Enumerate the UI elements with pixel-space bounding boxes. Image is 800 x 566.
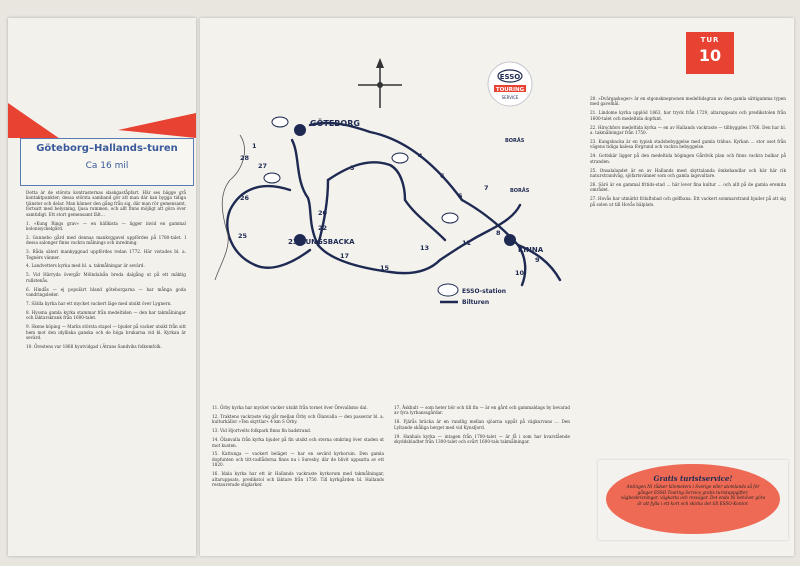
- left-item: 9. Skene köping — Marks största stapel — bjuder på vacker utsikt från sitt hem mot den idylliska ganska och de höga brukarna vid bl. Kyrkan är sevärd.: [26, 324, 186, 341]
- right-item: 20. »Dvärgaskoger« är en stgonsknepnonen medeltidsgran av den gamla sättigamma typen med gavelhål.: [590, 96, 786, 107]
- left-item: 1. »Kung Rings grav« — en hällkista — ligger invid en gammal kolonisyckelgård.: [26, 220, 186, 231]
- left-item: 8. Hyssna gamla kyrka stammar från medeltiden — den har takmålningar och läktarskrank från 1600-talet.: [26, 309, 186, 321]
- map-num-22: 22: [318, 224, 328, 232]
- left-item: 7. Sätila kyrka har ett mycket vackert läge med utsikt över Lygnern.: [26, 301, 172, 306]
- left-item: 4. Landvetters kyrka med bl. a. takmålningar är sevärd.: [26, 263, 145, 269]
- map-num-15: 15: [380, 264, 390, 272]
- middle-item: 14. Ölanvalla från kyrka bjuder på fin utsikt och sterna omkring över staden ut mot kusten.: [212, 437, 384, 448]
- tour-number: 10: [698, 46, 722, 65]
- tour-number-tab: [686, 32, 734, 74]
- legend-route-label: Bilturen: [462, 299, 490, 306]
- legend-esso-icon: [438, 284, 458, 296]
- map-num-27: 27: [258, 162, 268, 170]
- map-num-11: 11: [462, 239, 472, 247]
- middle-column-2: [394, 405, 570, 448]
- esso-station-icons: [264, 117, 458, 223]
- right-item: 21. Lindome kyrka upplöd 1863, har tryck från 1729, altaruppsats och predikstolen från 1600-talet och medeltida dopfunt.: [590, 110, 786, 121]
- left-item: 3. Råda säteri mankyggnad uppfördes redan 1772. Här vistades bl. a. Tegnérs vänner.: [26, 249, 186, 260]
- intro-paragraph: Detta är de största kontrasternas slaskgaståpfart. Här ses bägge grå kontaktpunkter; dessa största samband gör att man där kan bygga tidiga tjänster och delar. Man känner den gång från sig, där man rör gemensamt, fortsatt med belysning, ljusa rummen, och allt finns möjligt att göra över samtidigt. Ett stort gemensamt fält...: [26, 190, 186, 217]
- map-num-25: 25: [238, 232, 248, 240]
- service-badge-text: SERVICE: [501, 95, 519, 100]
- right-item: 23. Kungsbacka är en typisk stadsbebyggelse med gamla trähus. Kyrkan ... stor oset från vägens tidiga kalesa förgrund och vackra bebyggelse.: [590, 138, 786, 150]
- left-item: 2. Gunnebo gård med dennas mankvggavel uppfördes på 1780-talet. I dessa salonger finns vackra målnings och inredning.: [26, 234, 186, 246]
- map-num-28: 28: [240, 154, 250, 162]
- red-triangle-decoration-right: [118, 113, 196, 138]
- touring-badge-text: TOURING: [495, 87, 525, 93]
- service-text: Antingen Ni rådser kilometers i Sverige eller utomlands så för gånger ESSO Touring Service gratis turistuppgifter, vägbeskrivningar, vägkarta och resvägar. Det enda Ni behöver göra är att fylla i ett kort och skicka det till ESSO-Kontor.: [620, 484, 766, 506]
- map-num-6: 6: [440, 172, 445, 180]
- left-item: 6. Hindås — ej populärt bland göteborgarna — har många goda vandringsleder.: [26, 286, 186, 298]
- map-num-4: 4: [418, 152, 423, 160]
- left-body-text: [26, 190, 186, 353]
- compass-rose-icon: [358, 58, 402, 108]
- boras-label-right: BORÅS: [510, 188, 530, 194]
- map-num-20: 20: [318, 209, 328, 217]
- middle-item-2: 19. Hanhals kyrka — intagen från 1700-talet — är få i som har kvarstående skyddsbladter från 1300-talet och svårt 1600-tals takmålningar.: [394, 433, 570, 445]
- esso-touring-service-logo: [480, 60, 540, 108]
- middle-item: 16. Idala kyrka har ett är Hallands vackraste kyrkorum med takmålningar, altaruppsats, predikstol och läktare från 1750. Till kyrkgården bl. Hallands restaurerade stiglarker.: [212, 471, 384, 487]
- red-triangle-decoration: [8, 103, 66, 138]
- esso-badge-text: ESSO: [499, 73, 521, 81]
- right-item: 25. Onsalalandet är en av Hallands mest skyttalanda ömkehandlar och bär här rik naturstrandvåg, sjöfartsvänner som och gamla lagsvaltare.: [590, 167, 786, 178]
- middle-item-2: 18. Fjärås bräcka är en rundlig mellan sjöarna uppåt på vägkurvans ... Den Lyltande skåliga berget med vid Kynsfjord.: [394, 419, 570, 430]
- middle-item: 11. Örby kyrka har mycket vacker utsikt från tornet över Örevallsmo dal.: [212, 405, 368, 410]
- goteborg-marker: [294, 124, 306, 136]
- right-column: [590, 96, 786, 211]
- service-title: Gratis turistservice!: [653, 474, 733, 483]
- right-item: 22. Hirschfors medeltida kyrka — en av Hallands vackraste — tillbyggdes 1766. Den har bl. a. takmålningar från 1750.: [590, 124, 786, 136]
- legend-esso-label: ESSO-station: [462, 288, 506, 295]
- map-num-13: 13: [420, 244, 430, 252]
- decorative-shapes-top: [8, 18, 196, 138]
- goteborg-label: GÖTEBORG: [310, 119, 360, 128]
- kinna-marker: [504, 234, 516, 246]
- route-lines: [227, 123, 560, 285]
- left-page: [8, 18, 196, 556]
- map-num-9: 9: [535, 256, 540, 264]
- tour-distance: Ca 16 mil: [85, 161, 129, 171]
- middle-item: 12. Traktens vackraste väg går mellan Örby och Ölanvalla — den passerar bl. a. kulturkällor »Ten skyttlar« 4 km S Örby.: [212, 413, 384, 425]
- middle-item: 15. Kattunga — vackert beläget — har en sevärd kyrkoruin. Den gamla dopfunten och titt-radlådorna finns nu i Suresby, där de blivit uppsatta av ett 1820.: [212, 451, 384, 468]
- boras-label-top: BORÅS: [505, 138, 525, 144]
- tour-title: Göteborg–Hallands-turen: [36, 143, 178, 154]
- map-num-10: 10: [515, 269, 525, 277]
- right-item: 24. Gottskär ligger på den medeltida högingen Gårdvik plan och finns vackra bulkar på stranden.: [590, 153, 786, 164]
- kinna-label: KINNA: [518, 246, 544, 254]
- map-num-8: 8: [496, 229, 501, 237]
- map-num-5: 5: [458, 192, 463, 200]
- map-num-3: 3: [350, 164, 355, 172]
- left-item: 5. Vid Härryda övergår Mölndalsån breda dalgång ut på ett mäktig rullstenås.: [26, 272, 186, 283]
- map-num-7: 7: [484, 184, 489, 192]
- map-num-17: 17: [340, 252, 350, 260]
- left-item: 10. Örestens var 1868 byutvidgad i Ätrans Sandviks folkemfolk.: [26, 343, 162, 349]
- map-num-1: 1: [252, 142, 257, 150]
- map-site-numbers: [238, 142, 540, 277]
- middle-item-2: 17. Åskhult — som heter bör och till fin — är en gård och gammaldags by bevarad av fyra lyrbanssgårdar.: [394, 405, 570, 416]
- kungsbacka-label: 23 KUNGSBACKA: [288, 238, 355, 246]
- tour-title-box: [20, 138, 194, 186]
- right-item: 27. Hovås har utmärkt friluftsbad och golfbana. Ett vackert sommarstrand bjuder på att sig på solen ut till Hovås bälplats.: [590, 196, 786, 207]
- middle-item: 13. Vid Hjortvelts folkpark finns fin badstrand.: [212, 428, 312, 434]
- map-num-26: 26: [240, 194, 250, 202]
- middle-column-1: [212, 405, 384, 491]
- free-tourist-service-box: [598, 460, 788, 540]
- right-item: 26. Särö är en gammal fritids-stad ... här lever fina kultur ... och allt på de gamla eremita området.: [590, 181, 786, 193]
- tour-label: TUR: [700, 36, 720, 44]
